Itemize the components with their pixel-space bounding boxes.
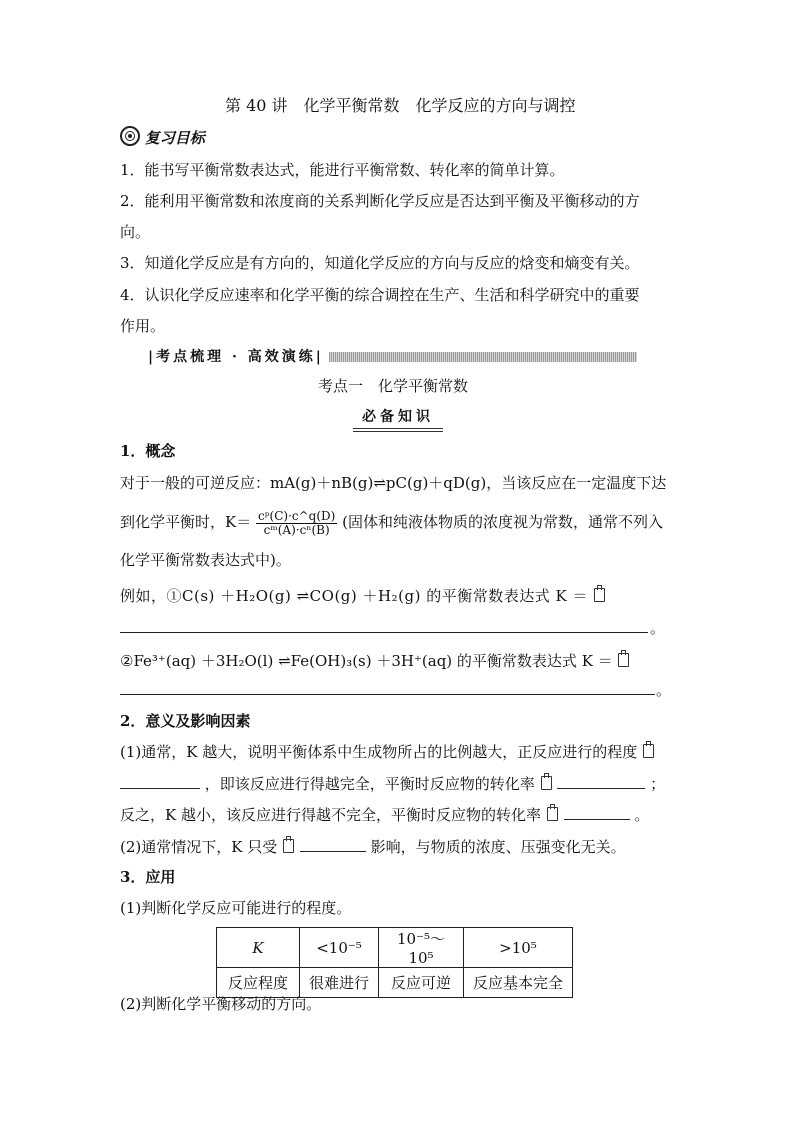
answer-blank-1[interactable] bbox=[120, 632, 648, 633]
objective-2: 2．能利用平衡常数和浓度商的关系判断化学反应是否达到平衡及平衡移动的方 bbox=[120, 192, 640, 210]
objective-4-cont: 作用。 bbox=[120, 317, 166, 335]
page-title: 第 40 讲 化学平衡常数 化学反应的方向与调控 bbox=[225, 96, 576, 115]
answer-clip-icon[interactable] bbox=[643, 744, 654, 758]
s2-p1b bbox=[120, 773, 665, 794]
s1-line2-suffix: (固体和纯液体物质的浓度视为常数，通常不列入 bbox=[342, 513, 663, 531]
s2-p1c-end: 。 bbox=[634, 806, 650, 824]
s2-p1c-text: 反之，K 越小，该反应进行得越不完全，平衡时反应物的转化率 bbox=[120, 806, 541, 824]
knowledge-tag-label: 必备知识 bbox=[362, 409, 434, 425]
table-cell: 反应可逆 bbox=[379, 968, 464, 998]
objective-3: 3．知道化学反应是有方向的，知道化学反应的方向与反应的焓变和熵变有关。 bbox=[120, 254, 640, 272]
table-cell: 反应基本完全 bbox=[464, 968, 573, 998]
answer-clip-icon[interactable] bbox=[547, 807, 558, 821]
s3-p2: (2)判断化学平衡移动的方向。 bbox=[120, 995, 322, 1013]
review-heading-text: 复习目标 bbox=[144, 129, 205, 147]
answer-clip-icon[interactable] bbox=[541, 776, 552, 790]
example-2-text: ②Fe³⁺(aq) ＋3H₂O(l) ⇌Fe(OH)₃(s) ＋3H⁺(aq) 的平衡常数表达式 K ＝ bbox=[120, 652, 613, 670]
s1-line3: 化学平衡常数表达式中)。 bbox=[120, 551, 291, 569]
s1-line2 bbox=[120, 505, 663, 539]
review-heading bbox=[120, 126, 205, 148]
table-cell: 很难进行 bbox=[300, 968, 379, 998]
s1-line2-prefix: 到化学平衡时，K＝ bbox=[120, 513, 252, 531]
section-bar bbox=[148, 346, 637, 366]
s2-p2a-text: (2)通常情况下，K 只受 bbox=[120, 838, 278, 856]
example-1-end: 。 bbox=[650, 619, 666, 637]
objective-1: 1．能书写平衡常数表达式，能进行平衡常数、转化率的简单计算。 bbox=[120, 161, 565, 179]
objective-2-cont: 向。 bbox=[120, 223, 151, 241]
section-3-heading: 3．应用 bbox=[120, 868, 176, 886]
s2-p1b-end: ； bbox=[650, 775, 666, 793]
table-cell: 反应程度 bbox=[217, 968, 300, 998]
objective-4: 4．认识化学反应速率和化学平衡的综合调控在生产、生活和科学研究中的重要 bbox=[120, 286, 640, 304]
application-table bbox=[216, 927, 573, 998]
example-1-text: 例如，①C(s) ＋H₂O(g) ⇌CO(g) ＋H₂(g) 的平衡常数表达式 K ＝ bbox=[120, 587, 588, 605]
answer-blank-4[interactable] bbox=[557, 773, 645, 789]
k-fraction bbox=[256, 510, 337, 537]
table-header-row bbox=[217, 928, 573, 968]
s2-p1a-text: (1)通常，K 越大，说明平衡体系中生成物所占的比例越大，正反应进行的程度 bbox=[120, 743, 638, 761]
k-fraction-numerator: cᵖ(C)·c^q(D) bbox=[258, 508, 336, 523]
answer-clip-icon[interactable] bbox=[618, 653, 629, 667]
s2-p1a bbox=[120, 742, 655, 762]
section-2-heading: 2．意义及影响因素 bbox=[120, 712, 251, 730]
table-cell: 10⁻⁵～10⁵ bbox=[379, 928, 464, 968]
s2-p1c bbox=[120, 804, 649, 825]
section-1-heading: 1．概念 bbox=[120, 442, 176, 460]
example-1 bbox=[120, 586, 606, 606]
knowledge-tag bbox=[353, 406, 443, 432]
s3-p1: (1)判断化学反应可能进行的程度。 bbox=[120, 899, 352, 917]
point-title: 考点一 化学平衡常数 bbox=[318, 377, 469, 395]
target-icon bbox=[120, 126, 140, 146]
example-2 bbox=[120, 651, 630, 671]
table-cell: >10⁵ bbox=[464, 928, 573, 968]
table-cell: <10⁻⁵ bbox=[300, 928, 379, 968]
s2-p1b-text: ，即该反应进行得越完全，平衡时反应物的转化率 bbox=[204, 775, 535, 793]
answer-blank-3[interactable] bbox=[120, 773, 200, 789]
table-row bbox=[217, 968, 573, 998]
section-bar-label: |考点梳理 · 高效演练| bbox=[148, 349, 324, 365]
example-2-end: 。 bbox=[656, 681, 672, 699]
section-bar-hatch bbox=[329, 352, 637, 362]
s2-p2b-text: 影响，与物质的浓度、压强变化无关。 bbox=[370, 838, 626, 856]
answer-clip-icon[interactable] bbox=[283, 839, 294, 853]
answer-clip-icon[interactable] bbox=[594, 588, 605, 602]
table-cell: K bbox=[217, 928, 300, 968]
s2-p2 bbox=[120, 836, 626, 857]
s1-line1: 对于一般的可逆反应：mA(g)＋nB(g)⇌pC(g)＋qD(g)，当该反应在一定温度下达 bbox=[120, 474, 667, 492]
answer-blank-5[interactable] bbox=[564, 804, 630, 820]
k-fraction-denominator: cᵐ(A)·cⁿ(B) bbox=[263, 522, 330, 537]
answer-blank-6[interactable] bbox=[300, 836, 366, 852]
answer-blank-2[interactable] bbox=[120, 694, 655, 695]
